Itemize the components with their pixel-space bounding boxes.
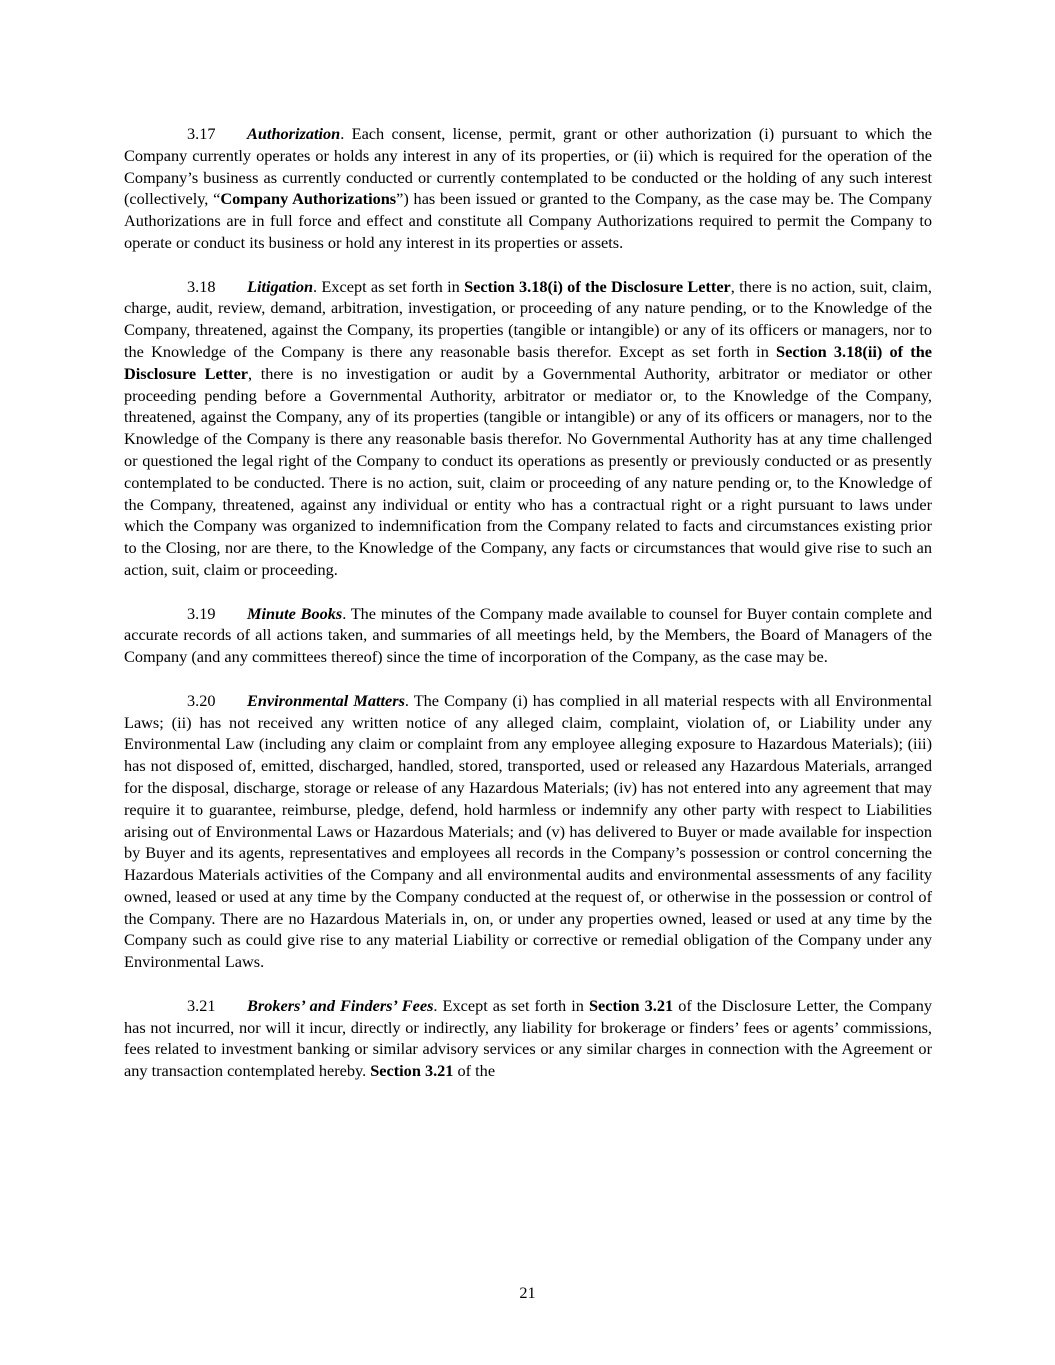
document-page xyxy=(124,123,932,1104)
section-text: . The minutes of the Company made available to counsel for Buyer contain complete and accurate records of all actions taken, and summaries of all meetings held, by the Members, the Board of Managers of the Company (and any committees thereof) since the time of incorporation of the Company, as the case may be. xyxy=(124,603,932,667)
section-text: . Except as set forth in xyxy=(433,995,589,1015)
section-number: 3.21 xyxy=(187,995,216,1015)
section-3-19 xyxy=(124,603,932,668)
section-text: ”) has been issued or granted to the Company, as the case may be. The Company Authorizations are in full force and effect and constitute all Company Authorizations required to permit the Company to operate or conduct its business or hold any interest in its properties or assets. xyxy=(124,189,933,252)
section-title: Minute Books xyxy=(247,603,343,623)
section-number: 3.17 xyxy=(187,124,216,143)
section-number: 3.19 xyxy=(187,603,216,623)
page-number: 21 xyxy=(519,1283,536,1302)
section-3-20 xyxy=(124,690,932,973)
section-text: , there is no investigation or audit by a Governmental Authority, arbitrator or mediator or other proceeding pending before a Governmental Authority, arbitrator or mediator or, to the Knowledge of the Company, threatened, against the Company, any of its properties (tangible or intangible) or any of its officers or managers, nor to the Knowledge of the Company is there any reasonable basis therefor. No Governmental Authority has at any time challenged or questioned the legal right of the Company to conduct its operations as presently or previously conducted or as presently contemplated to be conducted. There is no action, suit, claim or proceeding of any nature pending or, to the Knowledge of the Company, threatened, against any individual or entity who has a contractual right or a right pursuant to laws under which the Company was organized to indemnification from the Company related to facts and circumstances existing prior to the Closing, nor are there, to the Knowledge of the Company, any facts or circumstances that would give rise to such an action, suit, claim or proceeding. xyxy=(124,363,932,579)
section-reference: Section 3.21 xyxy=(588,995,674,1015)
defined-term: Company Authorizations xyxy=(220,189,397,209)
section-3-18 xyxy=(124,276,932,581)
section-text: of the Disclosure Letter, the Company has not incurred, nor will it incur, directly or indirectly, any liability for brokerage or finders’ fees or agents’ commissions, fees related to investment banking or similar advisory services or any similar charges in connection with the Agreement or any transaction contemplated hereby. xyxy=(124,995,933,1081)
section-3-17 xyxy=(124,123,932,254)
section-number: 3.20 xyxy=(187,690,216,710)
section-3-21 xyxy=(124,995,932,1082)
section-reference: Section 3.18(i) of the Disclosure Letter xyxy=(464,276,731,296)
section-title: Authorization xyxy=(247,124,341,143)
section-text: . Except as set forth in xyxy=(313,276,465,296)
section-title: Litigation xyxy=(247,276,314,296)
section-reference: Section 3.18(ii) of the Disclosure Letter xyxy=(124,341,932,383)
section-title: Brokers’ and Finders’ Fees xyxy=(247,995,434,1015)
section-text: . Each consent, license, permit, grant or other authorization (i) pursuant to which the Company currently operates or holds any interest in any of its properties, or (ii) which is required for the operation of the Company’s business as currently conducted or currently contemplated to be conducted or the holding of any such interest (collectively, “ xyxy=(124,124,932,209)
section-reference: Section 3.21 xyxy=(370,1061,454,1081)
section-title: Environmental Matters xyxy=(247,690,405,710)
section-number: 3.18 xyxy=(187,276,216,296)
section-text: of the xyxy=(453,1061,496,1081)
section-text: , there is no action, suit, claim, charge, audit, review, demand, arbitration, investigation, or proceeding of any nature pending, or to the Knowledge of the Company, threatened, against the Company, its properties (tangible or intangible) or any of its officers or managers, nor to the Knowledge of the Company is there any reasonable basis therefor. Except as set forth in xyxy=(124,276,932,361)
section-text: . The Company (i) has complied in all material respects with all Environmental Laws; (ii) has not received any written notice of any alleged claim, complaint, violation of, or Liability under any Environmental Law (including any claim or complaint from any employee alleging exposure to Hazardous Materials); (iii) has not disposed of, emitted, discharged, handled, stored, transported, used or released any Hazardous Materials, arranged for the disposal, discharge, storage or release of any Hazardous Materials; (iv) has not entered into any agreement that may require it to guarantee, reimburse, pledge, defend, hold harmless or indemnify any other party with respect to Liabilities arising out of Environmental Laws or Hazardous Materials; and (v) has delivered to Buyer or made available for inspection by Buyer and its agents, representatives and employees all records in the Company’s possession or control concerning the Hazardous Materials activities of the Company and all environmental audits and environmental assessments of any facility owned, leased or used at any time by the Company conducted at the request of, or otherwise in the possession or control of the Company. There are no Hazardous Materials in, on, or under any properties owned, leased or used at any time by the Company such as could give rise to any material Liability or corrective or remedial obligation of the Company under any Environmental Laws. xyxy=(124,690,932,972)
